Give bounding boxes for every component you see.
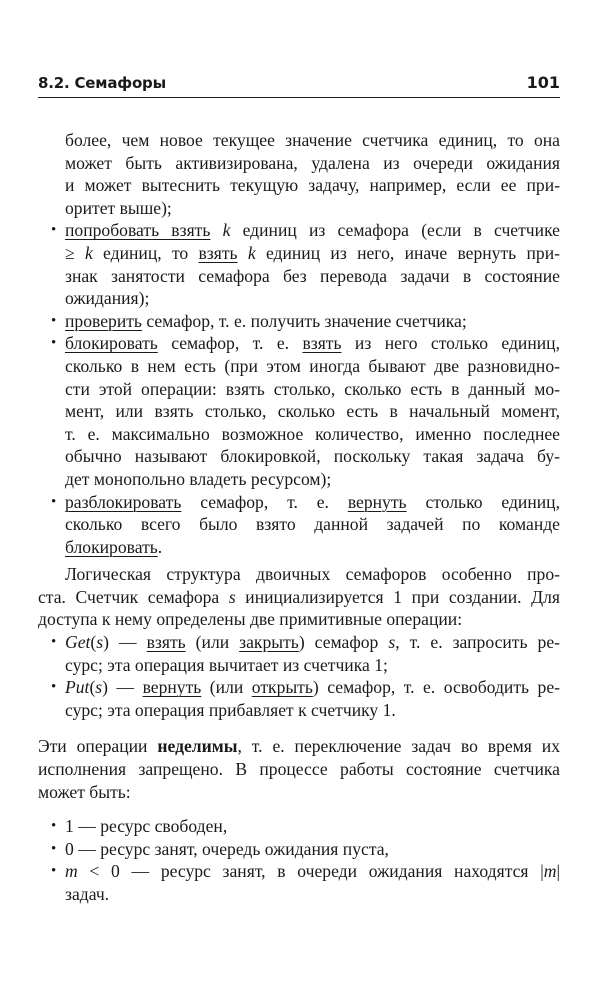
bullet-item [38, 631, 560, 676]
bullet-icon: • [51, 840, 57, 857]
text-line [65, 860, 560, 883]
text-line [65, 491, 560, 514]
bullet-item [38, 860, 560, 905]
bullet-item [38, 838, 560, 861]
text-line [65, 129, 560, 152]
underlined-term: взять [146, 632, 186, 653]
text-span: ( [89, 677, 96, 698]
text-line [65, 355, 560, 378]
text-span: 1 — ресурс свободен, [65, 816, 228, 837]
text-span: задач. [65, 884, 110, 904]
text-span: , т. е. переключение задач во время их [237, 736, 560, 757]
text-span: семафор, т. е. получить значение счетчика; [141, 310, 467, 331]
text-line [65, 699, 560, 722]
text-line [65, 563, 560, 586]
bullet-item [38, 676, 560, 721]
bullet-icon: • [51, 493, 57, 510]
text-line [65, 513, 560, 536]
text-span: столько единиц, [406, 491, 560, 512]
math-symbol: m [65, 861, 78, 882]
text-line [38, 735, 560, 758]
text-span: ) семафор, т. е. освободить ре- [312, 677, 560, 698]
underlined-term: взять [302, 333, 342, 354]
paragraph [38, 129, 560, 219]
text-span [210, 220, 222, 240]
text-span: сколько в нем есть (при этом иногда бывают две разновидно- [65, 355, 560, 376]
bullet-icon: • [51, 818, 57, 835]
text-span: может быть: [38, 781, 131, 802]
text-span: < 0 — ресурс занят, в очереди ожидания находятся | [77, 861, 544, 882]
underlined-term: вернуть [142, 677, 202, 698]
text-span: т. е. максимально возможное количество, именно последнее [65, 423, 560, 444]
text-span: сколько всего было взято данной задачей по команде [65, 514, 560, 535]
text-span: более, чем новое текущее значение счетчика единиц, то она [65, 130, 560, 150]
text-line [65, 838, 560, 861]
text-line [65, 152, 560, 175]
text-span: , т. е. запросить ре- [395, 632, 560, 653]
text-span [238, 243, 248, 263]
bullet-icon: • [51, 679, 57, 696]
bullet-item [38, 332, 560, 490]
text-line [38, 586, 560, 609]
text-line [65, 468, 560, 491]
math-symbol: m [543, 861, 557, 882]
text-line [65, 815, 560, 838]
text-line [65, 287, 560, 310]
text-line [65, 378, 560, 401]
text-span: и может вытеснить текущую задачу, например, если ее при- [65, 175, 560, 196]
math-symbol: Put [65, 677, 90, 698]
text-span: из него столько единиц, [341, 333, 560, 354]
text-line [65, 676, 560, 699]
text-line [65, 631, 560, 654]
text-span: сурс; эта операция прибавляет к счетчику 1. [65, 699, 396, 720]
underlined-term: проверить [65, 310, 142, 331]
text-span: может быть активизирована, удалена из очереди ожидания [65, 152, 560, 173]
text-span: семафор, т. е. [157, 333, 303, 354]
underlined-term: разблокировать [65, 491, 182, 512]
paragraph [38, 735, 560, 803]
bullet-icon: • [51, 634, 57, 651]
underlined-term: блокировать [65, 536, 158, 557]
text-line [65, 883, 560, 906]
bold-term: неделимы [157, 736, 238, 757]
text-line [65, 242, 560, 265]
text-span: дет монопольно владеть ресурсом); [65, 468, 332, 489]
page-body [38, 129, 560, 906]
paragraph [38, 563, 560, 631]
bullet-icon: • [51, 312, 57, 329]
text-line [65, 265, 560, 288]
text-span: оритет выше); [65, 197, 172, 218]
text-line [65, 174, 560, 197]
text-span: доступа к нему определены две примитивные операции: [38, 609, 463, 630]
bullet-item [38, 310, 560, 333]
bullet-icon: • [51, 863, 57, 880]
text-span: единиц из него, иначе вернуть при- [255, 242, 560, 263]
math-symbol: k [247, 242, 256, 263]
bullet-icon: • [51, 335, 57, 352]
text-span: ( [90, 632, 97, 653]
underlined-term: блокировать [65, 333, 158, 354]
text-span: Логическая структура двоичных семафоров особенно про- [65, 564, 560, 585]
text-span: . [157, 536, 163, 557]
text-span: обычно называют блокировкой, поскольку такая задача бу- [65, 446, 560, 467]
text-span: знак занятости семафора без перевода задачи в состояние [65, 265, 560, 286]
header-rule [38, 97, 560, 98]
math-symbol: s [388, 632, 396, 653]
text-span: единиц из семафора (если в счетчике [230, 220, 560, 241]
underlined-term: попробовать взять [65, 220, 211, 241]
page-number: 101 [526, 73, 560, 92]
text-line [65, 536, 560, 559]
text-span: Эти операции [38, 736, 158, 757]
text-line [65, 654, 560, 677]
underlined-term: взять [198, 242, 238, 263]
text-span: ста. Счетчик семафора [38, 586, 229, 607]
text-span: сурс; эта операция вычитает из счетчика 1; [65, 654, 388, 675]
underlined-term: вернуть [347, 491, 407, 512]
text-span: исполнения запрещено. В процессе работы состояние счетчика [38, 759, 560, 780]
bullet-item [38, 815, 560, 838]
math-symbol: s [228, 586, 236, 607]
text-span: ожидания); [65, 288, 150, 309]
text-line [65, 197, 560, 220]
section-title: 8.2. Семафоры [38, 74, 166, 92]
text-span: сти этой операции: взять столько, сколько есть в данный мо- [65, 378, 560, 399]
text-line [65, 332, 560, 355]
text-span: ≥ [65, 242, 85, 263]
text-span: мент, или взять столько, сколько есть в начальный момент, [65, 401, 560, 422]
text-span: (или [201, 677, 252, 698]
text-line [65, 423, 560, 446]
text-line [38, 608, 560, 631]
text-span: ) семафор [298, 632, 389, 653]
text-span: ) — [103, 632, 147, 653]
text-line [65, 310, 560, 333]
bullet-icon: • [51, 222, 57, 239]
text-span: ) — [102, 677, 143, 698]
underlined-term: закрыть [239, 632, 299, 653]
text-span: (или [185, 632, 240, 653]
math-symbol: s [95, 677, 103, 698]
text-span: единиц, то [92, 242, 199, 263]
text-line [38, 781, 560, 804]
underlined-term: открыть [251, 677, 313, 698]
text-span: 0 — ресурс занят, очередь ожидания пуста, [65, 838, 389, 859]
text-span: инициализируется 1 при создании. Для [235, 586, 560, 607]
bullet-item [38, 491, 560, 559]
text-line [38, 758, 560, 781]
text-line [65, 445, 560, 468]
text-span: семафор, т. е. [181, 491, 348, 512]
text-span: | [556, 861, 560, 882]
text-line [65, 219, 560, 242]
math-symbol: k [84, 242, 93, 263]
math-symbol: s [96, 632, 104, 653]
math-symbol: k [222, 220, 231, 241]
math-symbol: Get [65, 632, 91, 653]
bullet-item [38, 219, 560, 309]
text-line [65, 400, 560, 423]
